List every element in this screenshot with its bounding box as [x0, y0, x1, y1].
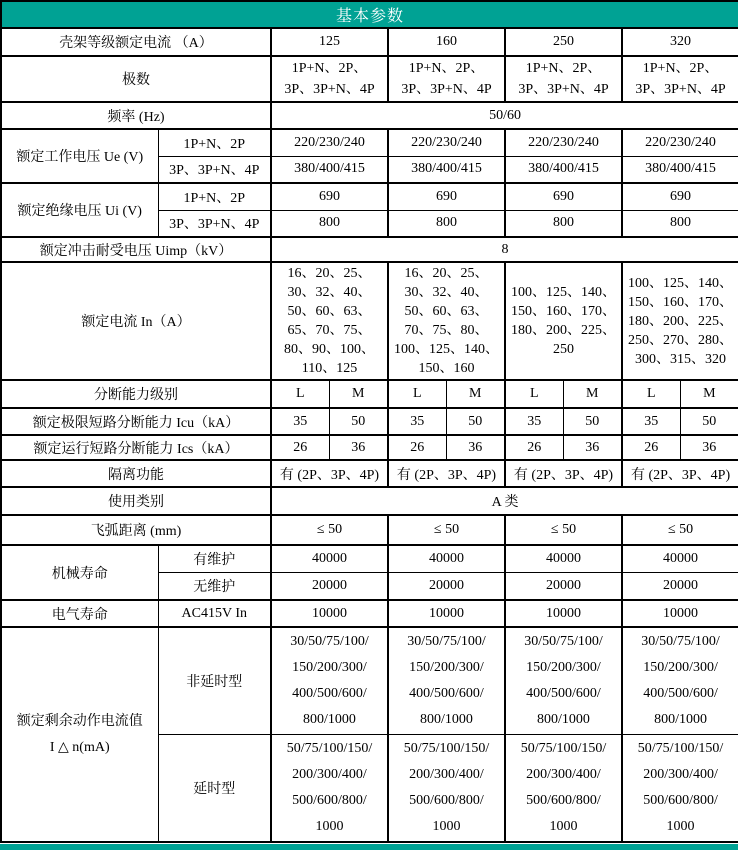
ue-value: 220/230/240 [622, 129, 738, 156]
isolation-value: 有 (2P、3P、4P) [388, 460, 505, 487]
arc-distance-value: ≤ 50 [505, 515, 622, 545]
row-label: 电气寿命 [1, 600, 158, 627]
row-rated-current-in [1, 262, 738, 380]
isolation-value: 有 (2P、3P、4P) [271, 460, 388, 487]
residual-value: 50/75/100/150/ 200/300/400/ 500/600/800/ 1000 [388, 735, 505, 843]
row-elec-life [1, 600, 738, 627]
ue-value: 220/230/240 [271, 129, 388, 156]
sub-label: 3P、3P+N、4P [158, 156, 271, 183]
class-m: M [446, 380, 505, 408]
row-uimp [1, 237, 738, 262]
sub-label: AC415V In [158, 600, 271, 627]
arc-distance-value: ≤ 50 [388, 515, 505, 545]
icu-value: 35 [271, 408, 329, 435]
ue-value: 380/400/415 [388, 156, 505, 183]
bottom-accent-bar [0, 844, 738, 850]
row-label: 飞弧距离 (mm) [1, 515, 271, 545]
ics-value: 26 [622, 435, 680, 460]
row-label: 机械寿命 [1, 545, 158, 600]
class-l: L [622, 380, 680, 408]
elec-life-value: 10000 [271, 600, 388, 627]
in-value: 100、125、140、 150、160、170、 180、200、225、 250、270、280、 300、315、320 [622, 262, 738, 380]
row-residual-nondelay [1, 627, 738, 735]
ue-value: 380/400/415 [505, 156, 622, 183]
icu-value: 35 [622, 408, 680, 435]
row-label: 额定剩余动作电流值 I △ n(mA) [1, 627, 158, 842]
row-label: 极数 [1, 56, 271, 102]
class-m: M [329, 380, 388, 408]
ui-value: 800 [505, 210, 622, 237]
sub-label: 无维护 [158, 572, 271, 600]
table-header-row [1, 1, 738, 28]
elec-life-value: 10000 [388, 600, 505, 627]
icu-value: 35 [388, 408, 446, 435]
in-value: 16、20、25、 30、32、40、 50、60、63、 70、75、80、 100、125、140、 150、160 [388, 262, 505, 380]
ics-value: 26 [505, 435, 563, 460]
ui-value: 690 [622, 183, 738, 210]
sub-label: 延时型 [158, 735, 271, 843]
sub-label: 有维护 [158, 545, 271, 572]
ue-value: 380/400/415 [271, 156, 388, 183]
row-label: 额定绝缘电压 Ui (V) [1, 183, 158, 237]
frame-current-160: 160 [388, 28, 505, 56]
row-icu [1, 408, 738, 435]
icu-value: 50 [680, 408, 738, 435]
row-isolation [1, 460, 738, 487]
mech-life-value: 40000 [388, 545, 505, 572]
ui-value: 690 [505, 183, 622, 210]
poles-value: 1P+N、2P、 3P、3P+N、4P [505, 56, 622, 102]
usage-category-value: A 类 [271, 487, 738, 515]
class-l: L [388, 380, 446, 408]
mech-life-value: 40000 [271, 545, 388, 572]
residual-value: 50/75/100/150/ 200/300/400/ 500/600/800/ 1000 [622, 735, 738, 843]
row-label: 额定电流 In（A） [1, 262, 271, 380]
mech-life-value: 40000 [505, 545, 622, 572]
mech-life-value: 20000 [622, 572, 738, 600]
icu-value: 50 [329, 408, 388, 435]
row-label: 分断能力级别 [1, 380, 271, 408]
mech-life-value: 20000 [388, 572, 505, 600]
icu-value: 50 [563, 408, 622, 435]
isolation-value: 有 (2P、3P、4P) [505, 460, 622, 487]
sub-label: 3P、3P+N、4P [158, 210, 271, 237]
ui-value: 800 [622, 210, 738, 237]
poles-value: 1P+N、2P、 3P、3P+N、4P [271, 56, 388, 102]
class-l: L [271, 380, 329, 408]
row-label: 使用类别 [1, 487, 271, 515]
ui-value: 690 [388, 183, 505, 210]
ics-value: 26 [388, 435, 446, 460]
ui-value: 800 [388, 210, 505, 237]
frame-current-320: 320 [622, 28, 738, 56]
class-m: M [680, 380, 738, 408]
poles-value: 1P+N、2P、 3P、3P+N、4P [622, 56, 738, 102]
ics-value: 36 [446, 435, 505, 460]
class-l: L [505, 380, 563, 408]
frame-current-250: 250 [505, 28, 622, 56]
arc-distance-value: ≤ 50 [622, 515, 738, 545]
row-label: 额定运行短路分断能力 Ics（kA） [1, 435, 271, 460]
isolation-value: 有 (2P、3P、4P) [622, 460, 738, 487]
row-label: 额定极限短路分断能力 Icu（kA） [1, 408, 271, 435]
residual-value: 30/50/75/100/ 150/200/300/ 400/500/600/ 800/1000 [505, 627, 622, 735]
frame-current-125: 125 [271, 28, 388, 56]
row-frame-rated-current [1, 28, 738, 56]
mech-life-value: 20000 [505, 572, 622, 600]
row-label: 隔离功能 [1, 460, 271, 487]
ui-value: 690 [271, 183, 388, 210]
row-mech-life-1 [1, 545, 738, 572]
ics-value: 36 [563, 435, 622, 460]
residual-value: 30/50/75/100/ 150/200/300/ 400/500/600/ 800/1000 [271, 627, 388, 735]
ue-value: 220/230/240 [388, 129, 505, 156]
in-value: 16、20、25、 30、32、40、 50、60、63、 65、70、75、 80、90、100、 110、125 [271, 262, 388, 380]
arc-distance-value: ≤ 50 [271, 515, 388, 545]
residual-value: 30/50/75/100/ 150/200/300/ 400/500/600/ 800/1000 [388, 627, 505, 735]
in-value: 100、125、140、 150、160、170、 180、200、225、 250 [505, 262, 622, 380]
poles-value: 1P+N、2P、 3P、3P+N、4P [388, 56, 505, 102]
row-frequency [1, 102, 738, 129]
ui-value: 800 [271, 210, 388, 237]
row-arc-distance [1, 515, 738, 545]
icu-value: 35 [505, 408, 563, 435]
residual-value: 30/50/75/100/ 150/200/300/ 400/500/600/ 800/1000 [622, 627, 738, 735]
row-ue-1 [1, 129, 738, 156]
class-m: M [563, 380, 622, 408]
elec-life-value: 10000 [505, 600, 622, 627]
frequency-value: 50/60 [271, 102, 738, 129]
residual-value: 50/75/100/150/ 200/300/400/ 500/600/800/ 1000 [271, 735, 388, 843]
sub-label: 非延时型 [158, 627, 271, 735]
uimp-value: 8 [271, 237, 738, 262]
row-label: 壳架等级额定电流 （A） [1, 28, 271, 56]
row-poles [1, 56, 738, 102]
row-ui-1 [1, 183, 738, 210]
mech-life-value: 40000 [622, 545, 738, 572]
sub-label: 1P+N、2P [158, 129, 271, 156]
row-label: 频率 (Hz) [1, 102, 271, 129]
elec-life-value: 10000 [622, 600, 738, 627]
row-usage-category [1, 487, 738, 515]
icu-value: 50 [446, 408, 505, 435]
row-ics [1, 435, 738, 460]
ics-value: 36 [329, 435, 388, 460]
row-label: 额定工作电压 Ue (V) [1, 129, 158, 183]
ue-value: 380/400/415 [622, 156, 738, 183]
sub-label: 1P+N、2P [158, 183, 271, 210]
row-breaking-class [1, 380, 738, 408]
mech-life-value: 20000 [271, 572, 388, 600]
table-title: 基本参数 [1, 1, 738, 28]
ics-value: 26 [271, 435, 329, 460]
row-label: 额定冲击耐受电压 Uimp（kV） [1, 237, 271, 262]
ue-value: 220/230/240 [505, 129, 622, 156]
ics-value: 36 [680, 435, 738, 460]
residual-value: 50/75/100/150/ 200/300/400/ 500/600/800/ 1000 [505, 735, 622, 843]
